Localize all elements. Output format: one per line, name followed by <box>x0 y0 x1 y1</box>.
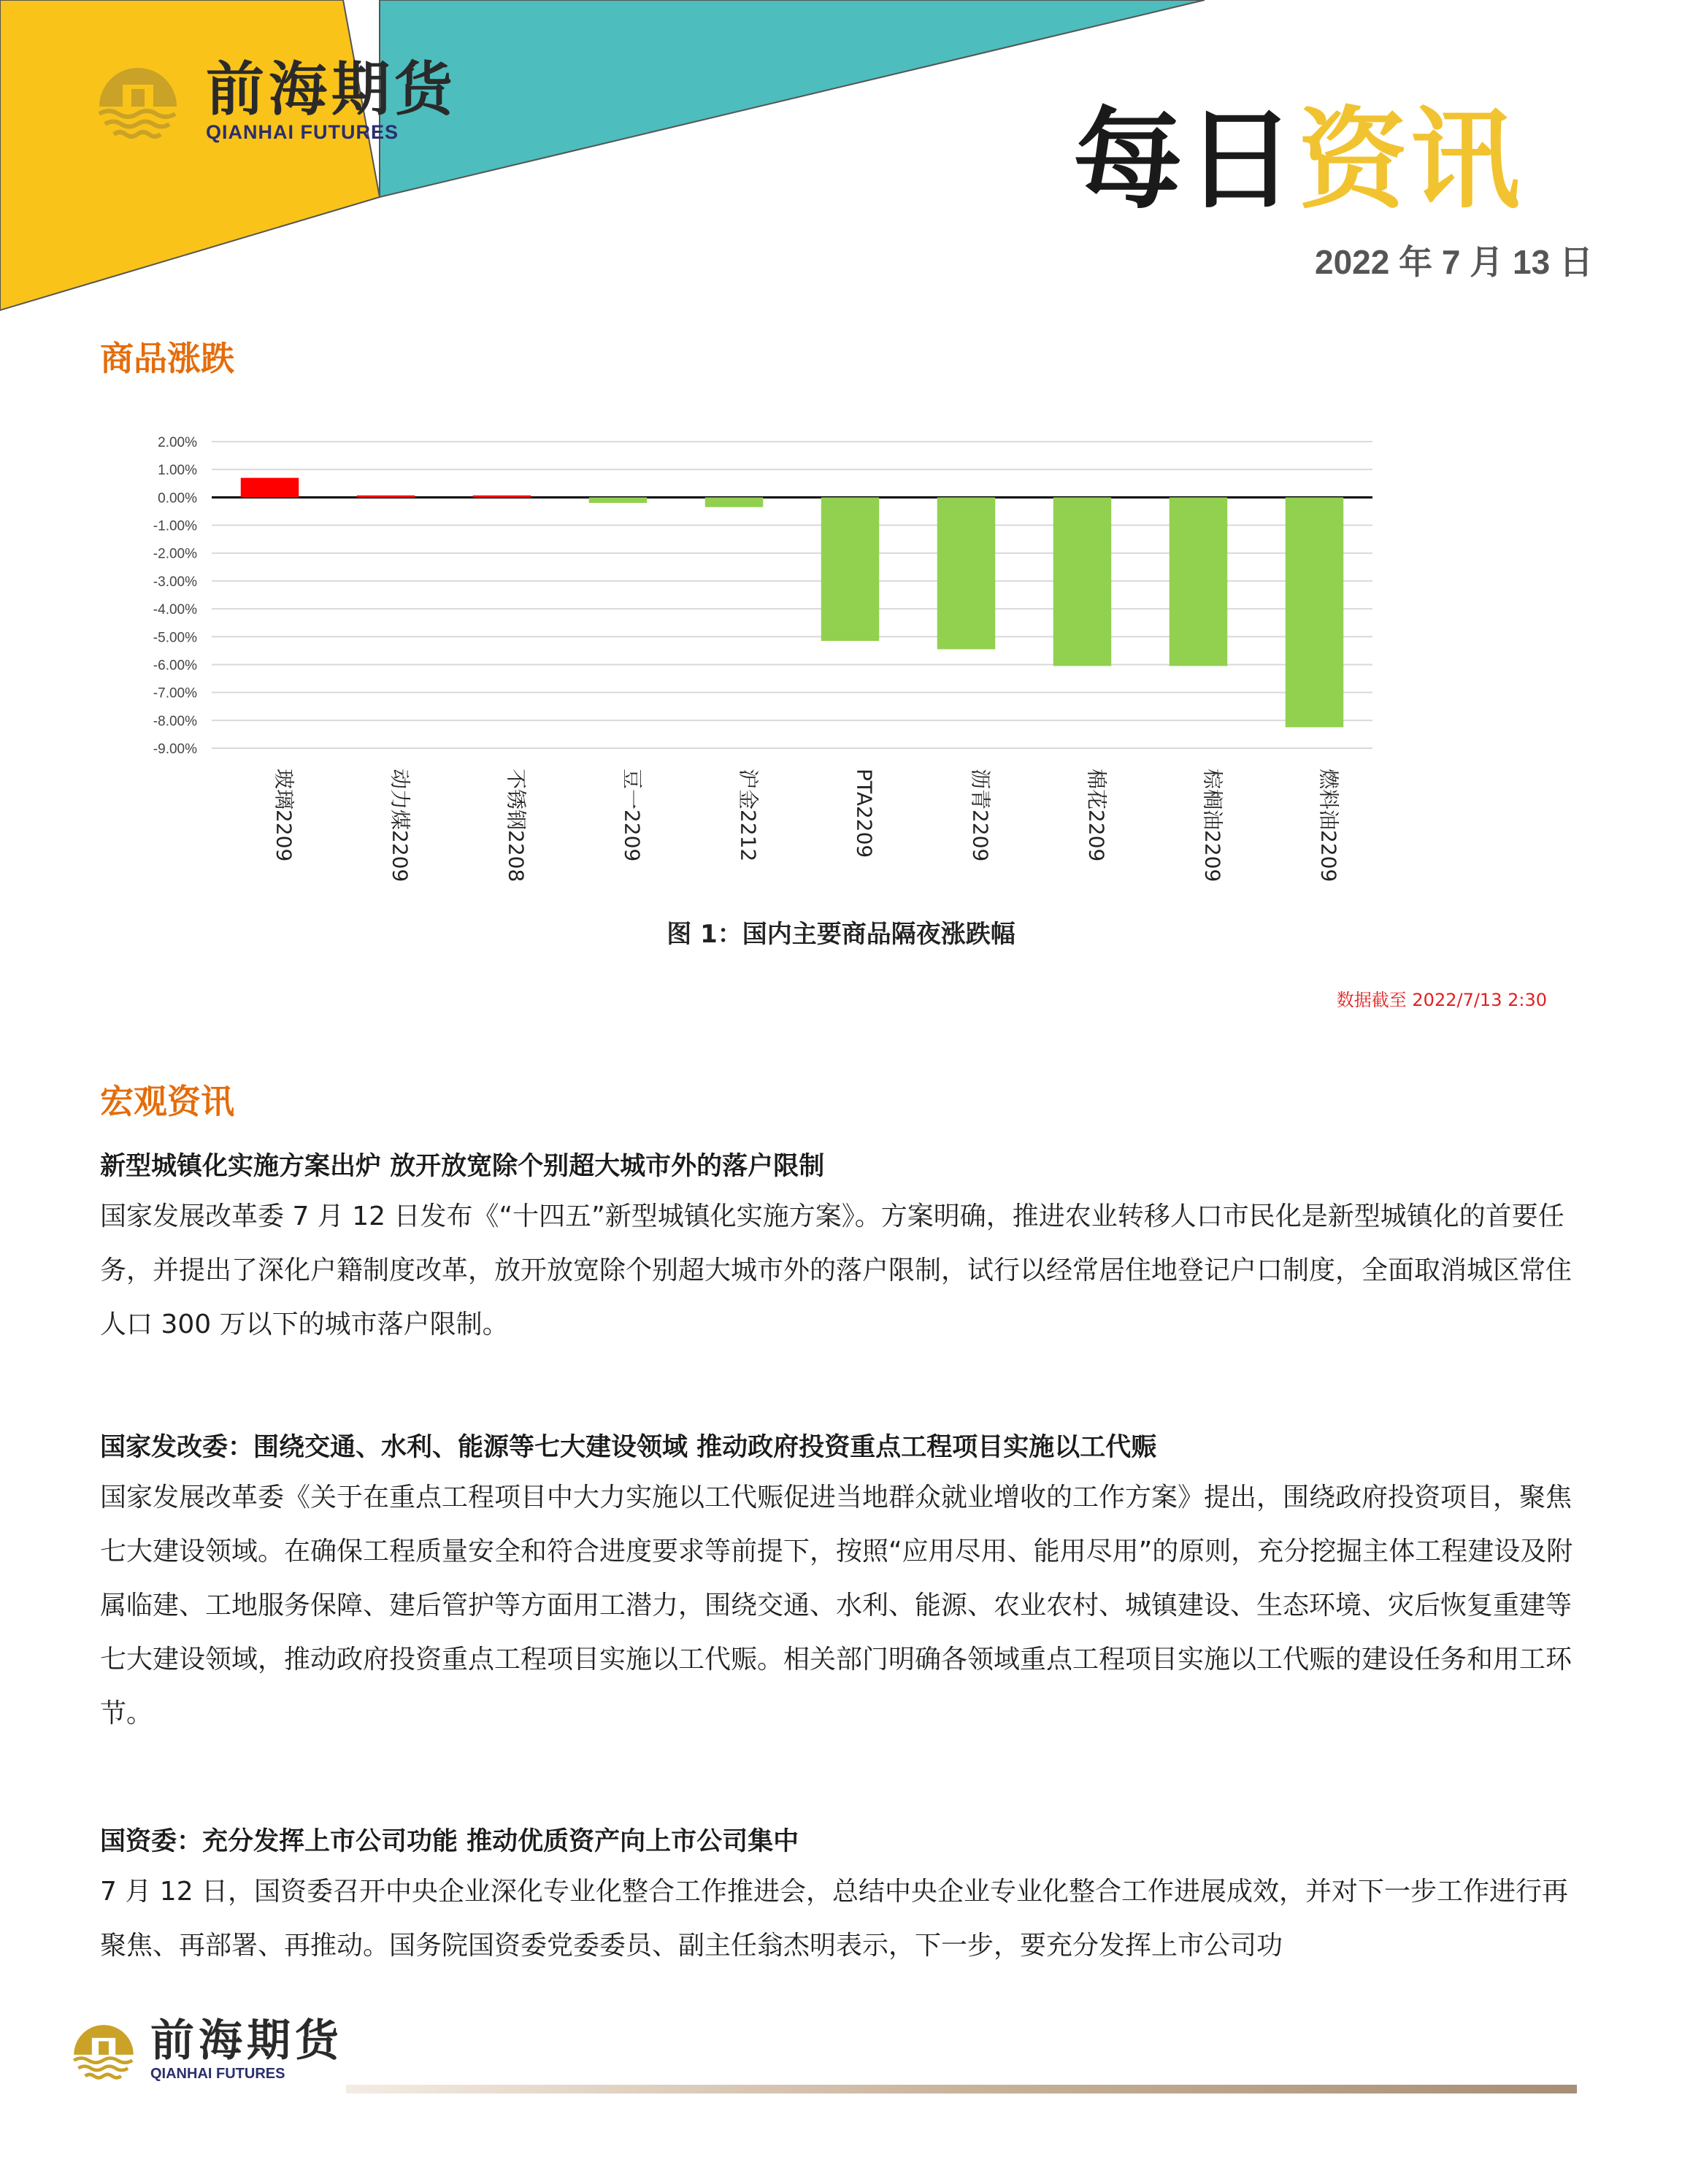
y-tick-label: -4.00% <box>153 602 197 618</box>
bar <box>241 478 299 498</box>
bar <box>1170 497 1228 666</box>
y-tick-label: -7.00% <box>153 685 197 701</box>
x-tick-label: 燃料油2209 <box>1316 769 1341 883</box>
bar <box>1286 497 1344 727</box>
y-tick-label: 1.00% <box>158 463 197 479</box>
x-tick-label: 沥青2209 <box>968 769 993 862</box>
y-tick-label: 0.00% <box>158 491 197 507</box>
y-tick-label: -3.00% <box>153 574 197 590</box>
commodity-change-chart <box>131 420 1387 901</box>
x-tick-label: 动力煤2209 <box>388 769 412 883</box>
x-tick-label: 豆一2209 <box>620 769 645 862</box>
page-title <box>1072 97 1523 224</box>
y-tick-label: -6.00% <box>153 658 197 674</box>
y-tick-label: 2.00% <box>158 435 197 450</box>
bar <box>1053 497 1112 666</box>
y-tick-label: -1.00% <box>153 518 197 534</box>
footer-divider <box>346 2085 1577 2093</box>
y-tick-label: -5.00% <box>153 630 197 646</box>
footer-logo <box>67 2013 343 2086</box>
y-tick-label: -9.00% <box>153 742 197 757</box>
news-body-work-relief: 国家发展改革委《关于在重点工程项目中大力实施以工代赈促进当地群众就业增收的工作方案》提出，围绕政府投资项目，聚焦七大建设领域。在确保工程质量安全和符合进度要求等前提下，按照“应用尽用、能用尽用”的原则，充分挖掘主体工程建设及附属临建、工地服务保障、建后管护等方面用工潜力，围绕交通、水利、能源、农业农村、城镇建设、生态环境、灾后恢复重建等七大建设领域，推动政府投资重点工程项目实施以工代赈。相关部门明确各领域重点工程项目实施以工代赈的建设任务和用工环节。 <box>100 1483 1573 1729</box>
news-title-work-relief: 国家发改委：围绕交通、水利、能源等七大建设领域 推动政府投资重点工程项目实施以工代赈 <box>100 1433 1157 1462</box>
news-body-urbanization: 国家发展改革委 7 月 12 日发布《“十四五”新型城镇化实施方案》。方案明确，推进农业转移人口市民化是新型城镇化的首要任务，并提出了深化户籍制度改革，放开放宽除个别超大城市外的落户限制，试行以经常居住地登记户口制度，全面取消城区常住人口 300 万以下的城市落户限制。 <box>100 1201 1572 1339</box>
x-tick-label: PTA2209 <box>852 769 877 858</box>
news-title-urbanization: 新型城镇化实施方案出炉 放开放宽除个别超大城市外的落户限制 <box>100 1152 825 1181</box>
section-title-commodity: 商品涨跌 <box>100 339 234 378</box>
footer-brand-name-cn: 前海期货 <box>150 2015 343 2066</box>
bar <box>937 497 996 649</box>
bar <box>589 497 648 503</box>
bar <box>473 496 531 498</box>
bar <box>705 497 764 507</box>
qianhai-logo-icon <box>67 2013 140 2086</box>
x-tick-label: 不锈钢2208 <box>504 769 529 883</box>
y-tick-label: -8.00% <box>153 713 197 729</box>
news-body-sasac: 7 月 12 日，国资委召开中央企业深化专业化整合工作推进会，总结中央企业专业化整合工作进展成效，并对下一步工作进行再聚焦、再部署、再推动。国务院国资委党委委员、副主任翁杰明表示，下一步，要充分发挥上市公司功 <box>100 1877 1569 1961</box>
page-title-part2: 资讯 <box>1297 97 1523 224</box>
page-title-part1: 每日 <box>1072 97 1298 224</box>
bar <box>357 496 415 498</box>
x-tick-label: 沪金2212 <box>736 769 761 862</box>
report-date: 2022 年 7 月 13 日 <box>1315 243 1593 281</box>
brand-name-en: QIANHAI FUTURES <box>206 121 399 143</box>
bar <box>821 497 880 641</box>
chart-caption: 图 1：国内主要商品隔夜涨跌幅 <box>667 920 1015 949</box>
qianhai-logo-icon <box>91 53 185 147</box>
section-title-macro: 宏观资讯 <box>100 1082 234 1121</box>
x-tick-label: 棕榈油2209 <box>1200 769 1225 883</box>
news-title-sasac: 国资委：充分发挥上市公司功能 推动优质资产向上市公司集中 <box>100 1827 799 1856</box>
data-cutoff-note: 数据截至 2022/7/13 2:30 <box>1336 990 1547 1010</box>
header-logo <box>91 53 457 147</box>
brand-name-cn: 前海期货 <box>206 55 457 123</box>
x-tick-label: 棉花2209 <box>1084 769 1109 862</box>
y-tick-label: -2.00% <box>153 546 197 562</box>
x-tick-label: 玻璃2209 <box>272 769 296 862</box>
footer-brand-name-en: QIANHAI FUTURES <box>150 2066 285 2082</box>
